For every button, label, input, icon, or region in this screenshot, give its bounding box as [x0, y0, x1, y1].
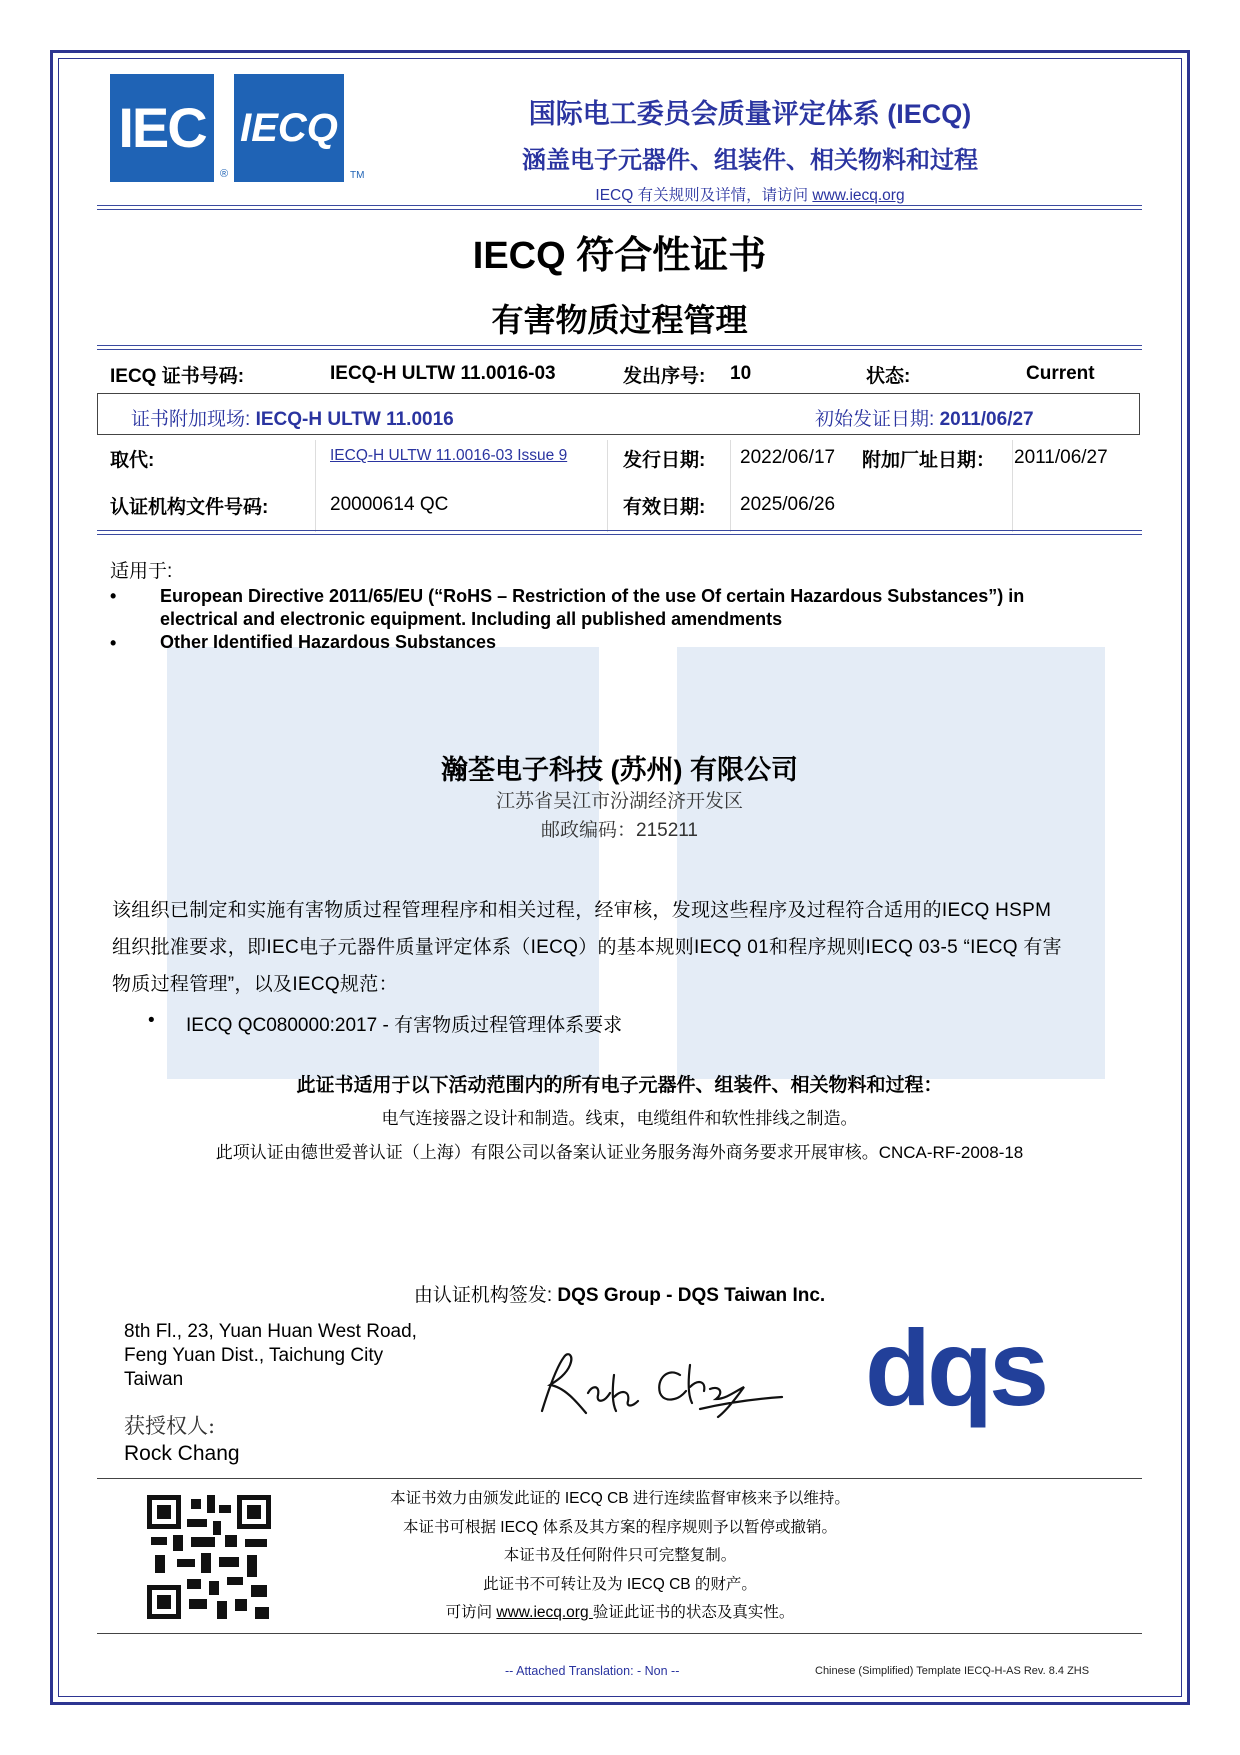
qr-module	[173, 1535, 183, 1551]
footer-verify-suffix: 验证此证书的状态及真实性。	[592, 1604, 795, 1621]
info-divider	[97, 530, 1142, 535]
initial-issue-label: 初始发证日期:	[815, 409, 940, 430]
applicable-item-rohs-line2: electrical and electronic equipment. Including all published amendments	[160, 609, 783, 629]
title-divider	[97, 345, 1142, 350]
footer-notes	[310, 1485, 930, 1628]
dqs-logo: dqs	[865, 1307, 1046, 1428]
conformity-paragraph-line: 组织批准要求，即IEC电子元器件质量评定体系（IECQ）的基本规则IECQ 01和程序规则IECQ 03-5 “IECQ 有害	[112, 937, 1062, 958]
header-system-name: 国际电工委员会质量评定体系 (IECQ)	[528, 99, 972, 129]
issued-by-name: DQS Group - DQS Taiwan Inc.	[557, 1285, 826, 1306]
qr-code[interactable]	[147, 1495, 271, 1619]
qr-module	[219, 1505, 231, 1513]
scope-title: 此证书适用于以下活动范围内的所有电子元器件、组装件、相关物料和过程：	[296, 1075, 943, 1096]
issue-date-label: 发行日期:	[623, 450, 706, 471]
applicable-bullet: •	[110, 633, 117, 653]
issue-number: 10	[730, 363, 752, 384]
footer-verify-line	[310, 1599, 930, 1628]
footer-note: 本证书可根据 IECQ 体系及其方案的程序规则予以暂停或撤销。	[402, 1518, 837, 1536]
qr-module	[177, 1559, 195, 1567]
replaces-link[interactable]: IECQ-H ULTW 11.0016-03 Issue 9	[330, 447, 568, 464]
spec-item: IECQ QC080000:2017 - 有害物质过程管理体系要求	[186, 1015, 623, 1036]
applicable-item-other: Other Identified Hazardous Substances	[160, 632, 497, 652]
issuer-address	[124, 1320, 417, 1392]
replaces-label: 取代:	[110, 450, 155, 471]
info-column-separator	[1012, 440, 1013, 532]
info-column-separator	[607, 440, 608, 532]
qr-module	[213, 1521, 221, 1535]
qr-module	[227, 1577, 243, 1585]
company-postcode-line	[97, 815, 1142, 842]
qr-module	[217, 1601, 227, 1619]
issue-date: 2022/06/17	[740, 447, 836, 468]
additional-site-line	[131, 404, 454, 431]
qr-module	[225, 1535, 237, 1547]
footer-note: 此证书不可转让及为 IECQ CB 的财产。	[483, 1575, 757, 1593]
cb-document-label: 认证机构文件号码:	[110, 497, 269, 518]
cnca-text: 此项认证由德世爱普认证（上海）有限公司以备案认证业务服务海外商务要求开展审核。CNCA-RF-2008-18	[215, 1143, 1024, 1162]
info-column-separator	[315, 440, 316, 532]
issued-by-label: 由认证机构签发:	[413, 1285, 558, 1306]
footer-note: 本证书及任何附件只可完整复制。	[503, 1547, 737, 1564]
qr-finder-dot	[247, 1505, 261, 1519]
spec-bullet: •	[148, 1010, 155, 1031]
iecq-logo	[234, 74, 344, 182]
company-name: 瀚荃电子科技 (苏州) 有限公司	[441, 755, 798, 785]
qr-module	[219, 1557, 239, 1567]
qr-module	[187, 1579, 201, 1589]
cert-number: IECQ-H ULTW 11.0016-03	[330, 363, 556, 384]
qr-finder-dot	[157, 1595, 171, 1609]
iecq-tm-mark: TM	[350, 170, 365, 181]
qr-module	[155, 1555, 165, 1573]
issuer-address-line: Feng Yuan Dist., Taichung City	[124, 1345, 384, 1366]
certificate-subtitle: 有害物质过程管理	[491, 302, 748, 338]
issued-by-line	[97, 1280, 1142, 1307]
valid-until-date: 2025/06/26	[740, 494, 836, 515]
company-postcode: 215211	[636, 820, 698, 841]
additional-site-label: 证书附加现场:	[131, 409, 256, 430]
qr-module	[245, 1539, 267, 1547]
info-column-separator	[730, 440, 731, 532]
scope-text: 电气连接器之设计和制造。线束，电缆组件和软性排线之制造。	[381, 1109, 858, 1128]
header-scope: 涵盖电子元器件、组装件、相关物料和过程	[522, 147, 978, 174]
template-reference: Chinese (Simplified) Template IECQ-H-AS Rev. 8.4 ZHS	[815, 1665, 1090, 1677]
qr-module	[255, 1607, 269, 1619]
applicable-item-rohs-line1: European Directive 2011/65/EU (“RoHS – Restriction of the use Of certain Hazardous Substances”) in	[160, 586, 1025, 606]
header-divider	[97, 205, 1142, 210]
qr-module	[207, 1495, 215, 1513]
additional-site-date: 2011/06/27	[1014, 447, 1108, 468]
footer-note: 本证书效力由颁发此证的 IECQ CB 进行连续监督审核来予以维持。	[390, 1490, 850, 1507]
additional-site-value: IECQ-H ULTW 11.0016	[255, 409, 454, 430]
signature-image	[530, 1345, 790, 1425]
qr-module	[189, 1599, 207, 1609]
issuer-address-line: 8th Fl., 23, Yuan Huan West Road,	[124, 1321, 417, 1342]
qr-module	[191, 1499, 201, 1509]
qr-module	[235, 1599, 247, 1611]
iec-logo	[110, 74, 214, 182]
issuer-address-line: Taiwan	[124, 1369, 184, 1390]
qr-module	[247, 1555, 257, 1577]
footer-iecq-link[interactable]: www.iecq.org	[496, 1604, 593, 1621]
conformity-paragraph-line: 物质过程管理”，以及IECQ规范：	[112, 974, 398, 995]
company-postcode-label: 邮政编码：	[540, 820, 636, 841]
header-visit-text: IECQ 有关规则及详情，请访问	[595, 187, 813, 204]
issue-number-label: 发出序号:	[623, 366, 706, 387]
certificate-title: IECQ 符合性证书	[472, 235, 767, 277]
qr-module	[191, 1537, 215, 1547]
cb-document-number: 20000614 QC	[330, 494, 449, 515]
status-value: Current	[1026, 363, 1095, 384]
initial-issue-line	[815, 404, 1034, 431]
authorized-person-name: Rock Chang	[124, 1442, 240, 1465]
cert-number-label: IECQ 证书号码:	[110, 366, 245, 387]
footer-top-rule	[97, 1478, 1142, 1479]
qr-module	[209, 1581, 219, 1595]
qr-module	[187, 1519, 207, 1527]
attached-translation: -- Attached Translation: - Non --	[505, 1664, 680, 1678]
conformity-paragraph	[112, 892, 1142, 1003]
footer-verify-prefix: 可访问	[445, 1604, 497, 1621]
footer-bottom-rule	[97, 1633, 1142, 1634]
header-visit-line	[470, 183, 1030, 205]
additional-site-date-label: 附加厂址日期：	[862, 450, 996, 471]
iecq-logo-text: IECQ	[240, 106, 338, 150]
header-iecq-link[interactable]: www.iecq.org	[812, 187, 905, 204]
applicable-item-rohs	[160, 585, 1024, 631]
applicable-label: 适用于:	[110, 561, 173, 582]
iec-logo-text: IEC	[118, 96, 206, 159]
qr-module	[251, 1585, 267, 1597]
applicable-bullet: •	[110, 586, 117, 606]
qr-module	[201, 1553, 211, 1573]
conformity-paragraph-line: 该组织已制定和实施有害物质过程管理程序和相关过程，经审核，发现这些程序及过程符合适用的IECQ HSPM	[112, 900, 1052, 921]
status-label: 状态:	[866, 366, 911, 387]
qr-finder-dot	[157, 1505, 171, 1519]
valid-until-label: 有效日期:	[623, 497, 706, 518]
authorized-person-label: 获授权人:	[124, 1414, 216, 1438]
iec-registered-mark: ®	[220, 168, 229, 180]
qr-module	[151, 1537, 167, 1545]
initial-issue-value: 2011/06/27	[939, 409, 1034, 430]
company-address: 江苏省吴江市汾湖经济开发区	[495, 790, 743, 812]
